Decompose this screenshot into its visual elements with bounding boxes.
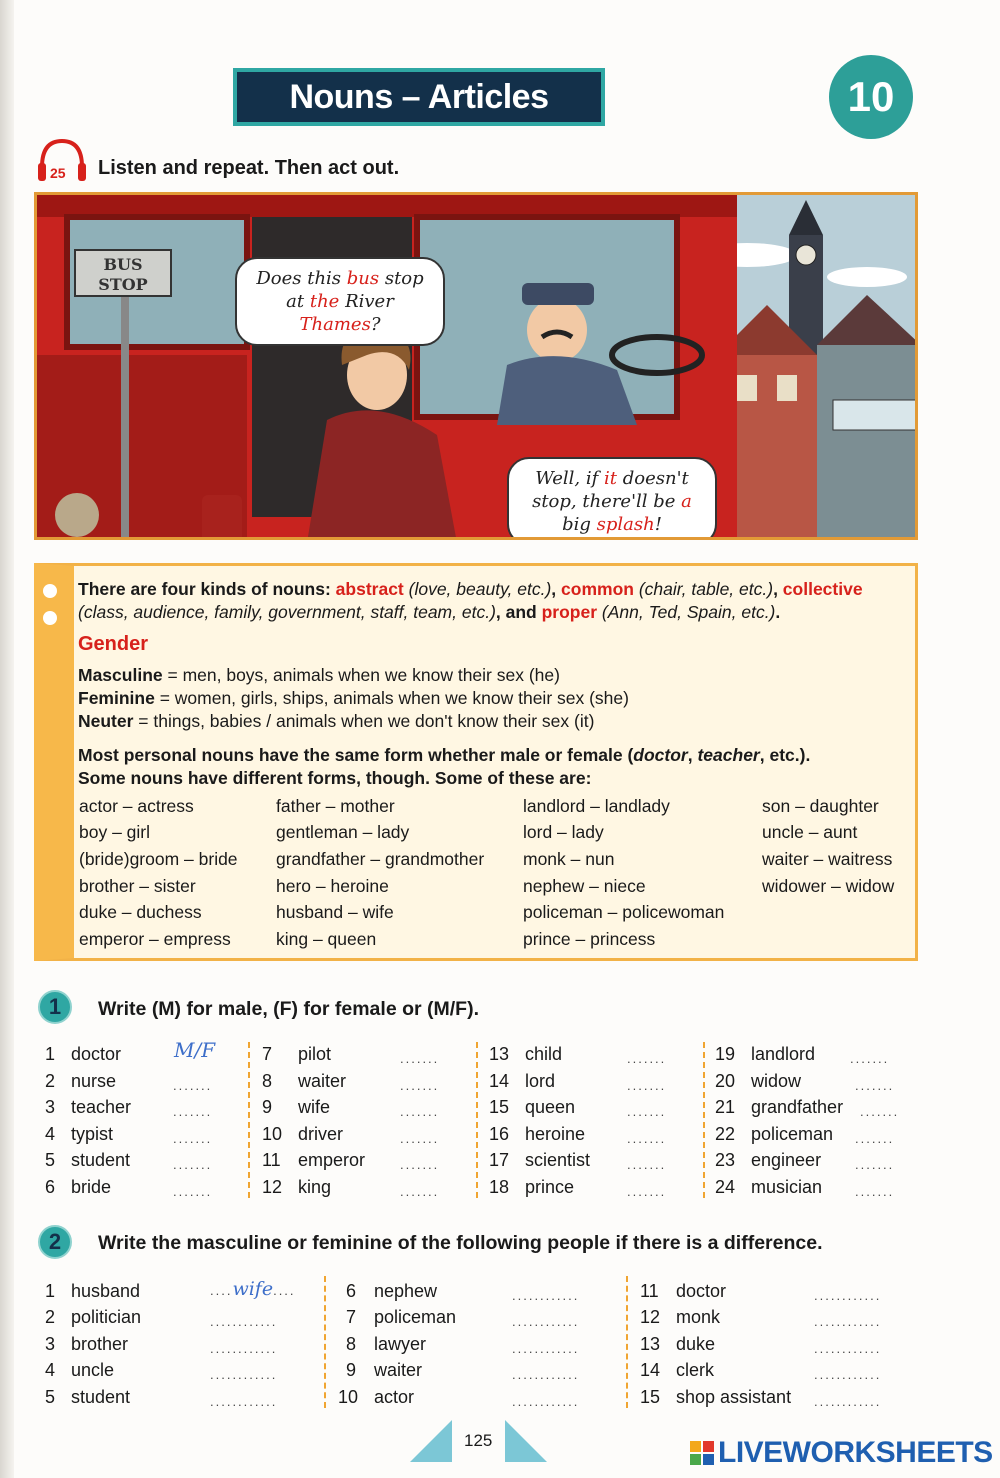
item-number: 2 (45, 1307, 56, 1327)
liveworksheets-logo-icon (690, 1441, 714, 1465)
item-number: 12 (640, 1307, 661, 1327)
exercise1-item (45, 1150, 130, 1171)
speech-bubble-driver (507, 457, 717, 540)
answer-blank[interactable]: ....... (627, 1051, 667, 1066)
listen-instruction: Listen and repeat. Then act out. (98, 157, 400, 179)
bubble1-highlight: bus (346, 268, 380, 289)
exercise2-item (346, 1334, 426, 1355)
answer-blank[interactable]: ............ (814, 1367, 882, 1382)
item-word: politician (71, 1307, 142, 1327)
exercise2-item (45, 1360, 114, 1381)
exercise2-answer-1[interactable] (210, 1278, 296, 1300)
gender-pair: (bride)groom – bride (79, 849, 238, 869)
answer-blank[interactable]: ............ (814, 1341, 882, 1356)
gender-pair: landlord – landlady (523, 796, 670, 816)
answer-blank[interactable]: ....... (627, 1157, 667, 1172)
exercise2-item (346, 1281, 437, 1302)
item-word: policeman (751, 1124, 834, 1144)
column-divider (476, 1042, 478, 1198)
bubble1-text: River (339, 291, 394, 312)
gender-pair: duke – duchess (79, 902, 202, 922)
exercise1-item (262, 1071, 346, 1092)
masculine-text: = men, boys, animals when we know their sex (he) (162, 665, 560, 685)
gender-pair: grandfather – grandmother (276, 849, 485, 869)
answer-blank[interactable]: ....... (173, 1078, 213, 1093)
exercise2-item (45, 1387, 130, 1408)
answer-blank[interactable]: ....... (855, 1184, 895, 1199)
answer-blank[interactable]: ....... (400, 1104, 440, 1119)
kind-abstract-examples: (love, beauty, etc.) (403, 579, 552, 599)
masculine-label: Masculine (78, 665, 163, 685)
bubble2-text: ! (654, 514, 662, 535)
item-number: 8 (262, 1071, 273, 1091)
item-word: driver (298, 1124, 344, 1144)
gender-pair: actor – actress (79, 796, 194, 816)
kind-common-examples: (chair, table, etc.) (633, 579, 774, 599)
item-word: waiter (374, 1360, 423, 1380)
exercise2-item (45, 1281, 140, 1302)
item-word: student (71, 1387, 131, 1407)
answer-blank[interactable]: ............ (814, 1314, 882, 1329)
gender-pair: emperor – empress (79, 929, 231, 949)
bubble1-text: stop at (286, 268, 424, 312)
item-number: 12 (262, 1177, 283, 1197)
exercise1-item (489, 1071, 555, 1092)
answer-blank[interactable]: ....... (855, 1157, 895, 1172)
gender-pair: gentleman – lady (276, 822, 410, 842)
feminine-rule (78, 687, 629, 710)
answer-blank[interactable]: ............ (512, 1288, 580, 1303)
personal-nouns-note: Most personal nouns have the same form whether male or female (doctor, teacher, etc.). Some nouns have different forms, though. Some of these are: (78, 745, 811, 788)
neuter-label: Neuter (78, 711, 134, 731)
item-word: clerk (676, 1360, 715, 1380)
gender-pair: waiter – waitress (762, 849, 893, 869)
speech-bubble-woman (235, 257, 445, 346)
bubble2-text: doesn't stop, there'll be (532, 468, 689, 512)
answer-blank[interactable]: ............ (512, 1314, 580, 1329)
exercise2-item (45, 1307, 141, 1328)
exercise1-item (715, 1071, 801, 1092)
masculine-rule (78, 664, 560, 687)
answer-blank[interactable]: ....... (627, 1104, 667, 1119)
item-number: 3 (45, 1097, 56, 1117)
item-word: queen (525, 1097, 576, 1117)
item-word: landlord (751, 1044, 816, 1064)
brand-name[interactable]: LIVEWORKSHEETS (718, 1436, 993, 1469)
item-word: emperor (298, 1150, 366, 1170)
kind-collective-examples: (class, audience, family, government, staff, team, etc.) (78, 602, 496, 622)
exercise2-instruction: Write the masculine or feminine of the following people if there is a difference. (98, 1232, 823, 1254)
item-number: 19 (715, 1044, 736, 1064)
item-word: child (525, 1044, 563, 1064)
exercise2-item (640, 1307, 720, 1328)
answer-dots: .... (210, 1283, 233, 1298)
answer-blank[interactable]: ............ (814, 1394, 882, 1409)
item-word: policeman (374, 1307, 457, 1327)
answer-blank[interactable]: ....... (400, 1184, 440, 1199)
item-number: 13 (489, 1044, 510, 1064)
item-word: grandfather (751, 1097, 844, 1117)
page-spine-shadow (0, 0, 14, 1478)
item-number: 14 (640, 1360, 661, 1380)
answer-blank[interactable]: ....... (855, 1078, 895, 1093)
answer-blank[interactable]: ....... (627, 1184, 667, 1199)
bus-illustration (34, 192, 918, 540)
item-number: 9 (262, 1097, 273, 1117)
bubble1-text: Does this (256, 268, 347, 289)
item-number: 1 (45, 1281, 56, 1301)
item-word: shop assistant (676, 1387, 792, 1407)
item-number: 17 (489, 1150, 510, 1170)
page-title: Nouns – Articles (289, 77, 549, 116)
item-word: teacher (71, 1097, 132, 1117)
answer-blank[interactable]: ............ (814, 1288, 882, 1303)
feminine-text: = women, girls, ships, animals when we know their sex (she) (154, 688, 629, 708)
item-word: uncle (71, 1360, 115, 1380)
personal-nouns-text: , etc.). (759, 745, 811, 765)
exercise1-item (45, 1177, 111, 1198)
item-number: 10 (338, 1387, 359, 1407)
exercise1-item (489, 1044, 562, 1065)
neuter-rule (78, 710, 594, 733)
bubble2-highlight: splash (596, 514, 655, 535)
exercise1-item (715, 1097, 843, 1118)
bus-stop-sign-line1: BUS (103, 255, 143, 274)
item-word: actor (374, 1387, 415, 1407)
page-number-decoration-right (505, 1420, 547, 1462)
item-number: 5 (45, 1387, 56, 1407)
gender-pair: policeman – policewoman (523, 902, 725, 922)
item-number: 11 (262, 1150, 281, 1170)
column-divider (324, 1276, 326, 1408)
exercise1-item (262, 1044, 331, 1065)
kind-collective: collective (782, 579, 863, 599)
item-number: 3 (45, 1334, 56, 1354)
noun-kinds-text: There are four kinds of nouns: abstract (love, beauty, etc.), common (chair, table, etc.), collective (class, audience, family, government, staff, team, etc.), and proper (Ann, Ted, Spain, etc.). (78, 579, 863, 622)
item-word: typist (71, 1124, 114, 1144)
exercise1-item (262, 1177, 331, 1198)
exercise1-item (45, 1071, 116, 1092)
item-number: 18 (489, 1177, 510, 1197)
example-doctor: doctor (633, 745, 688, 765)
item-word: waiter (298, 1071, 347, 1091)
exercise2-item (640, 1281, 726, 1302)
item-number: 10 (262, 1124, 283, 1144)
answer-dots: .... (273, 1283, 296, 1298)
gender-pair: husband – wife (276, 902, 394, 922)
bubble2-highlight: a (681, 491, 692, 512)
item-word: doctor (71, 1044, 122, 1064)
exercise1-item (262, 1124, 343, 1145)
kind-proper-examples: (Ann, Ted, Spain, etc.) (597, 602, 776, 622)
answer-blank[interactable]: ............ (512, 1394, 580, 1409)
item-number: 24 (715, 1177, 736, 1197)
exercise2-item (346, 1360, 422, 1381)
item-number: 15 (640, 1387, 661, 1407)
bullet-dot (43, 611, 57, 625)
bubble1-text: ? (370, 314, 381, 335)
item-word: brother (71, 1334, 129, 1354)
kind-common: common (561, 579, 634, 599)
item-number: 4 (45, 1124, 56, 1144)
column-divider (248, 1042, 250, 1198)
kind-proper: proper (541, 602, 598, 622)
bus-scene-drawing (37, 195, 918, 540)
answer-blank[interactable]: ....... (173, 1131, 213, 1146)
item-word: bride (71, 1177, 112, 1197)
exercise1-item (262, 1150, 365, 1171)
gender-pair: monk – nun (523, 849, 615, 869)
gender-pair: son – daughter (762, 796, 879, 816)
exercise1-item (489, 1177, 574, 1198)
answer-blank[interactable]: ....... (400, 1157, 440, 1172)
exercise1-item (489, 1097, 575, 1118)
item-number: 1 (45, 1044, 56, 1064)
gender-pair: king – queen (276, 929, 377, 949)
unit-number-badge: 10 (829, 55, 913, 139)
gender-pair: widower – widow (762, 876, 895, 896)
gender-pair: brother – sister (79, 876, 196, 896)
exercise1-item (45, 1124, 113, 1145)
personal-nouns-text: Most personal nouns have the same form whether male or female ( (78, 745, 634, 765)
exercise1-item (715, 1124, 833, 1145)
item-word: nephew (374, 1281, 438, 1301)
exercise2-item (346, 1307, 456, 1328)
item-number: 22 (715, 1124, 736, 1144)
gender-pair: nephew – niece (523, 876, 646, 896)
item-word: widow (751, 1071, 802, 1091)
item-number: 6 (45, 1177, 56, 1197)
gender-pair: uncle – aunt (762, 822, 858, 842)
item-number: 21 (715, 1097, 736, 1117)
answer-blank[interactable]: ............ (210, 1394, 278, 1409)
exercise2-item (640, 1334, 715, 1355)
answer-blank[interactable]: ....... (627, 1131, 667, 1146)
answer-blank[interactable]: ....... (173, 1184, 213, 1199)
exercise1-item (489, 1124, 585, 1145)
bubble2-highlight: it (604, 468, 618, 489)
answer-blank[interactable]: ............ (512, 1367, 580, 1382)
answer-blank[interactable]: ....... (173, 1157, 213, 1172)
gender-pair: hero – heroine (276, 876, 389, 896)
answer-blank[interactable]: ....... (173, 1104, 213, 1119)
bus-stop-sign-line2: STOP (98, 275, 148, 294)
feminine-label: Feminine (78, 688, 155, 708)
item-word: doctor (676, 1281, 727, 1301)
answer-blank[interactable]: ............ (210, 1367, 278, 1382)
bubble2-text: Well, if (535, 468, 605, 489)
item-number: 9 (346, 1360, 357, 1380)
exercise1-answer-1[interactable]: M/F (174, 1038, 216, 1062)
exercise1-item (45, 1097, 131, 1118)
answer-blank[interactable]: ....... (850, 1051, 890, 1066)
answer-blank[interactable]: ....... (400, 1131, 440, 1146)
answer-blank[interactable]: ....... (627, 1078, 667, 1093)
item-word: wife (298, 1097, 331, 1117)
item-number: 13 (640, 1334, 661, 1354)
item-number: 16 (489, 1124, 510, 1144)
gender-pair: prince – princess (523, 929, 656, 949)
exercise1-item (715, 1177, 822, 1198)
exercise1-item (489, 1150, 590, 1171)
answer-blank[interactable]: ............ (210, 1314, 278, 1329)
bubble2-text: big (562, 514, 597, 535)
page-number: 125 (464, 1431, 493, 1450)
exercise1-item (715, 1150, 821, 1171)
bullet-dot (43, 584, 57, 598)
exercise1-number: 1 (38, 990, 72, 1024)
item-word: heroine (525, 1124, 586, 1144)
gender-heading: Gender (78, 633, 149, 655)
item-word: scientist (525, 1150, 591, 1170)
answer-blank[interactable]: ....... (400, 1051, 440, 1066)
item-word: husband (71, 1281, 141, 1301)
exercise2-number: 2 (38, 1225, 72, 1259)
item-number: 20 (715, 1071, 736, 1091)
exercise1-instruction: Write (M) for male, (F) for female or (M/F). (98, 998, 479, 1020)
exercise1-item (262, 1097, 330, 1118)
exercise2-item (338, 1387, 414, 1408)
item-word: duke (676, 1334, 716, 1354)
neuter-text: = things, babies / animals when we don't know their sex (it) (133, 711, 595, 731)
answer-handwriting: wife (232, 1278, 274, 1300)
gender-pair: boy – girl (79, 822, 151, 842)
item-word: lawyer (374, 1334, 427, 1354)
answer-blank[interactable]: ....... (855, 1131, 895, 1146)
item-word: nurse (71, 1071, 117, 1091)
item-number: 7 (346, 1307, 357, 1327)
exercise1-item (45, 1044, 121, 1065)
answer-blank[interactable]: ............ (210, 1341, 278, 1356)
item-number: 11 (640, 1281, 659, 1301)
gender-pair: father – mother (276, 796, 395, 816)
item-word: monk (676, 1307, 721, 1327)
exercise2-item (640, 1360, 714, 1381)
column-divider (626, 1276, 628, 1408)
item-number: 5 (45, 1150, 56, 1170)
page-number-decoration-left (410, 1420, 452, 1462)
item-word: engineer (751, 1150, 822, 1170)
item-number: 8 (346, 1334, 357, 1354)
item-number: 2 (45, 1071, 56, 1091)
item-number: 14 (489, 1071, 510, 1091)
answer-blank[interactable]: ............ (512, 1341, 580, 1356)
column-divider (703, 1042, 705, 1198)
example-teacher: teacher (697, 745, 760, 765)
track-number: 25 (50, 165, 66, 181)
personal-nouns-text-2: Some nouns have different forms, though. Some of these are: (78, 768, 592, 788)
kind-abstract: abstract (335, 579, 404, 599)
bubble1-highlight: Thames (299, 314, 371, 335)
noun-kinds-and: , and (495, 602, 542, 622)
item-word: musician (751, 1177, 823, 1197)
item-word: lord (525, 1071, 556, 1091)
item-number: 15 (489, 1097, 510, 1117)
item-word: student (71, 1150, 131, 1170)
answer-blank[interactable]: ....... (860, 1104, 900, 1119)
exercise2-item (640, 1387, 791, 1408)
exercise2-item (45, 1334, 128, 1355)
title-banner (233, 68, 605, 126)
bubble1-highlight: the (309, 291, 340, 312)
answer-blank[interactable]: ....... (400, 1078, 440, 1093)
item-word: king (298, 1177, 332, 1197)
item-number: 4 (45, 1360, 56, 1380)
exercise1-item (715, 1044, 815, 1065)
item-number: 7 (262, 1044, 273, 1064)
item-word: prince (525, 1177, 575, 1197)
item-number: 23 (715, 1150, 736, 1170)
item-word: pilot (298, 1044, 332, 1064)
noun-kinds-lead: There are four kinds of nouns: (78, 579, 336, 599)
item-number: 6 (346, 1281, 357, 1301)
gender-pair: lord – lady (523, 822, 604, 842)
